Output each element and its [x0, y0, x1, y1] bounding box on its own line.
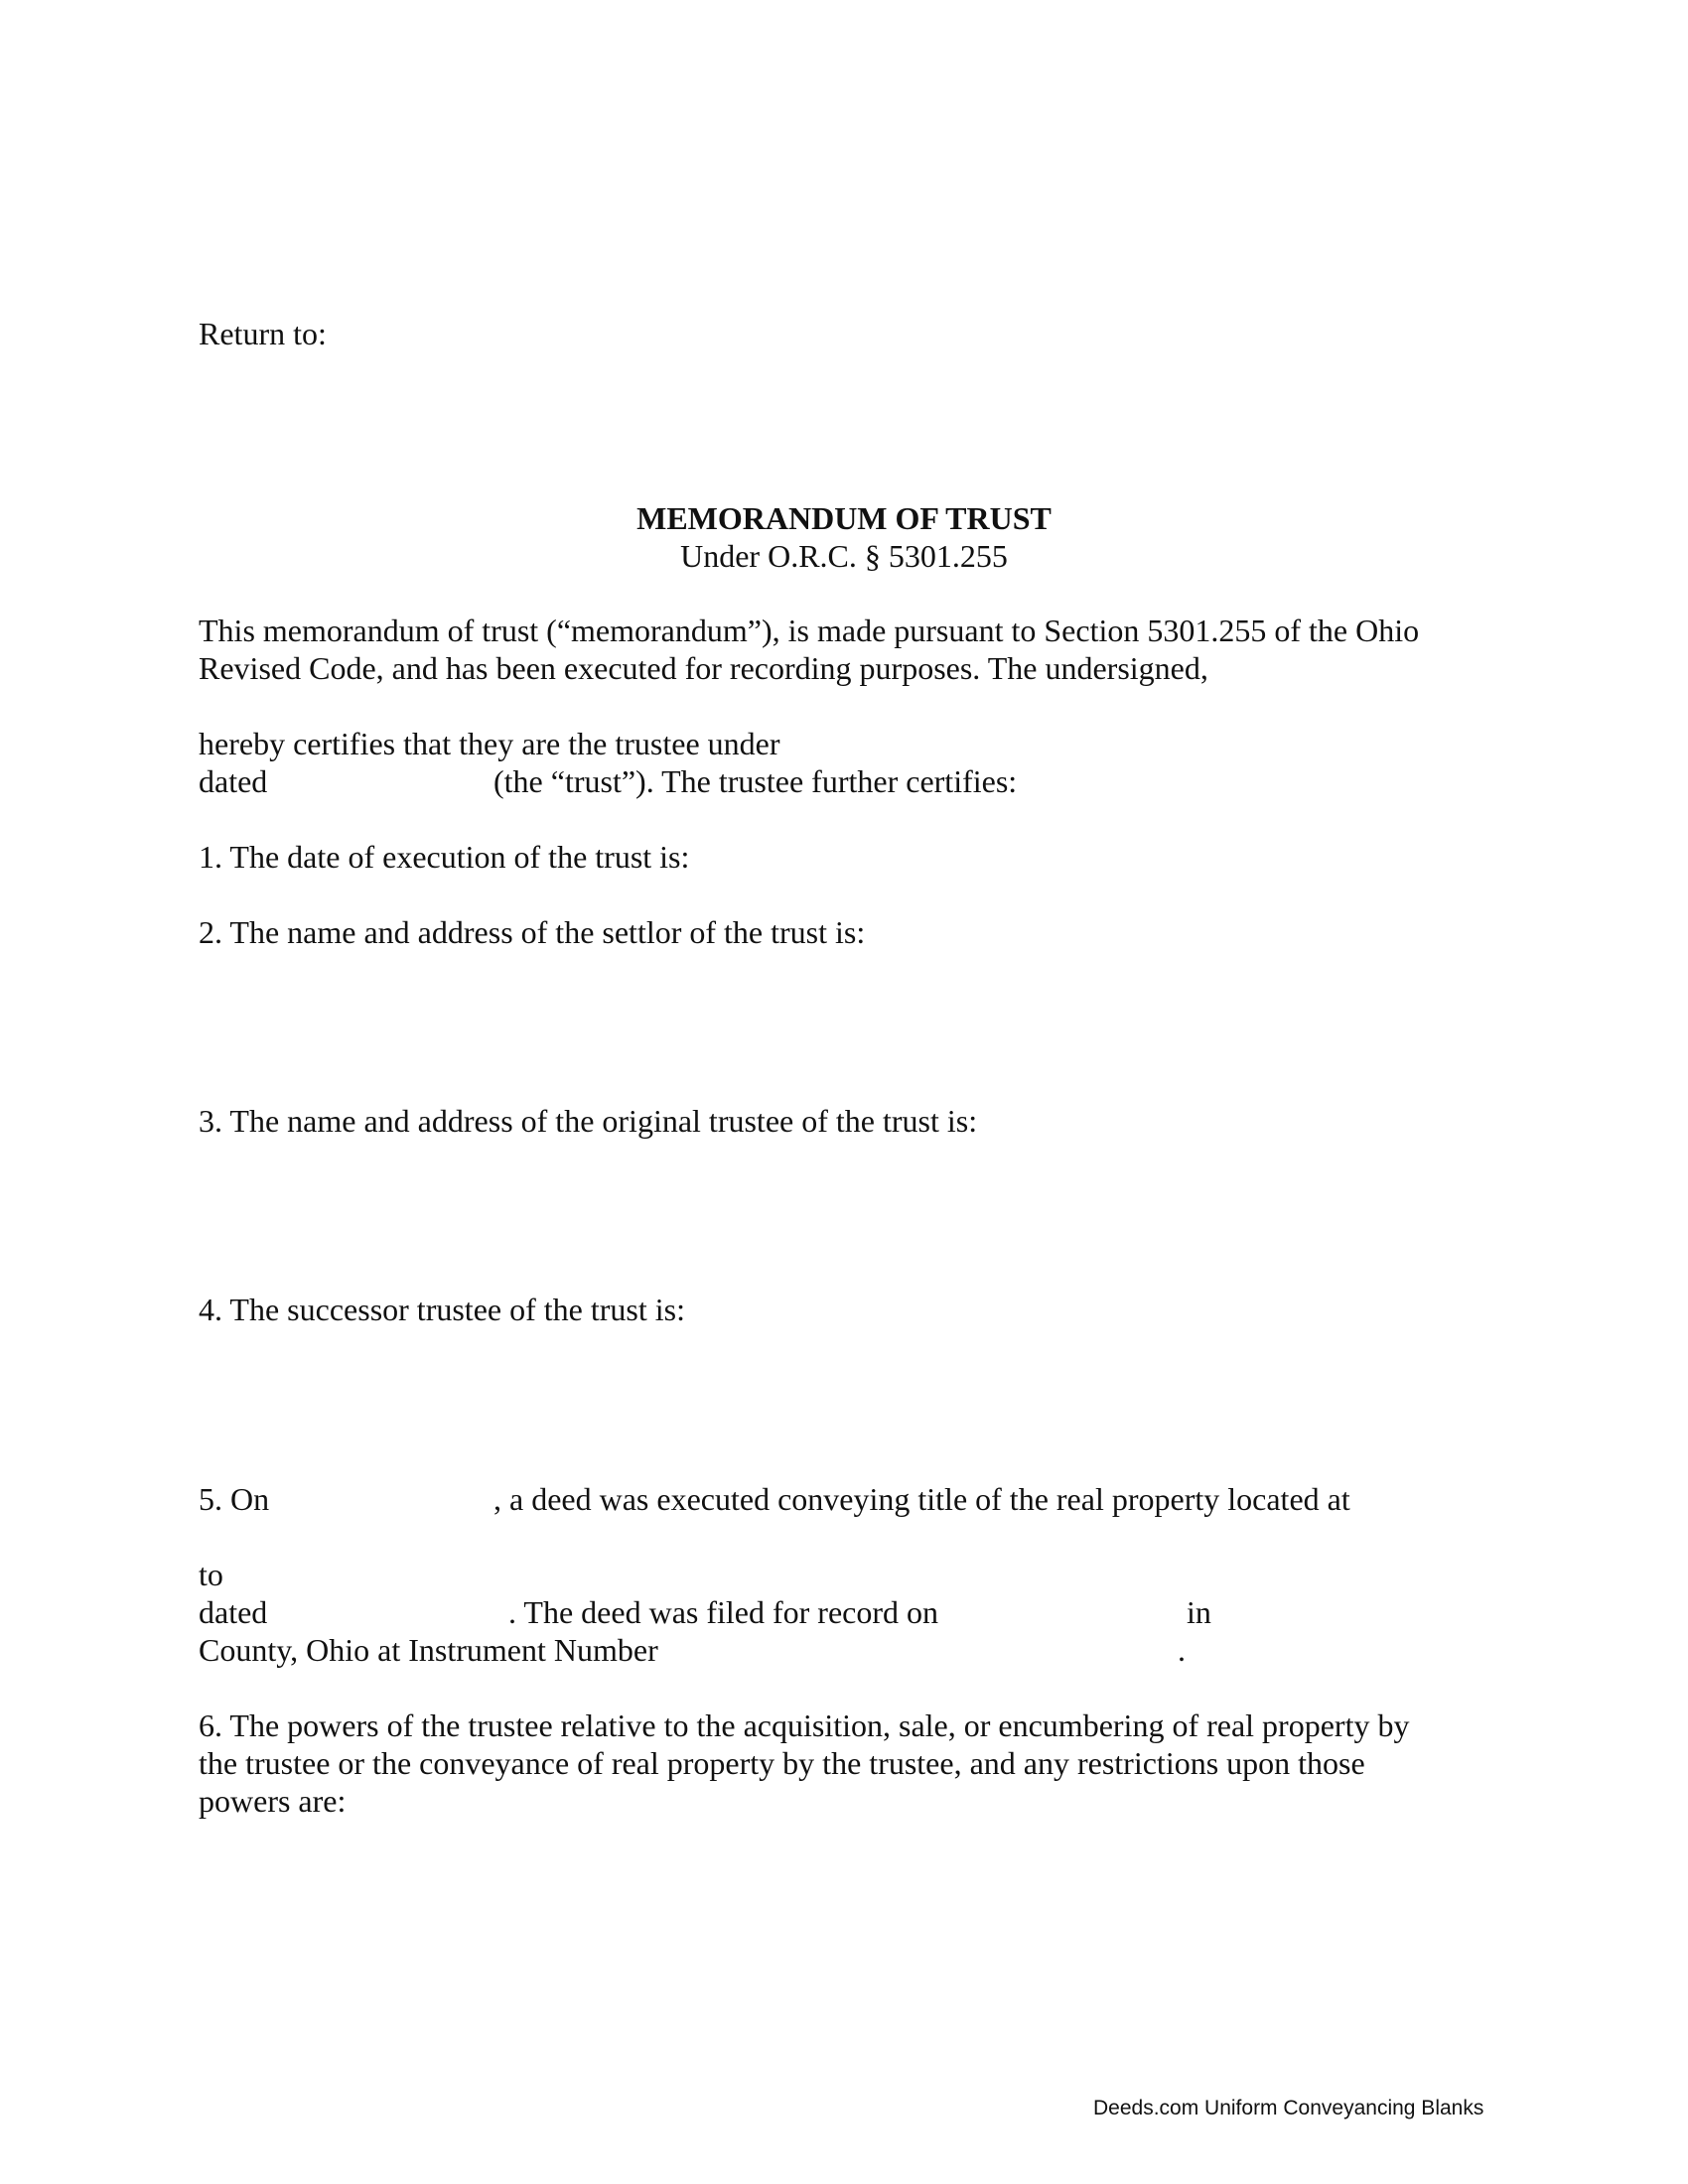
intro-line-1: This memorandum of trust (“memorandum”), is made pursuant to Section 5301.255 of the Ohio: [199, 613, 1420, 648]
item-6-line-1: 6. The powers of the trustee relative to the acquisition, sale, or encumbering of real property by: [199, 1707, 1410, 1743]
item-5-filed-phrase: . The deed was filed for record on: [508, 1594, 939, 1630]
item-5-in: in: [1187, 1594, 1211, 1630]
item-6-line-2: the trustee or the conveyance of real property by the trustee, and any restrictions upon those: [199, 1745, 1365, 1781]
certify-dated-label: dated: [199, 763, 268, 799]
item-5-dated: dated: [199, 1594, 268, 1630]
document-subtitle: Under O.R.C. § 5301.255: [680, 538, 1008, 574]
item-3: 3. The name and address of the original trustee of the trust is:: [199, 1103, 978, 1139]
footer-text: Deeds.com Uniform Conveyancing Blanks: [1093, 2097, 1484, 2119]
document-title: MEMORANDUM OF TRUST: [636, 500, 1052, 536]
item-4: 4. The successor trustee of the trust is:: [199, 1292, 685, 1327]
item-5-to: to: [199, 1557, 223, 1592]
item-2: 2. The name and address of the settlor of the trust is:: [199, 914, 866, 950]
item-1: 1. The date of execution of the trust is:: [199, 839, 690, 875]
intro-line-2: Revised Code, and has been executed for recording purposes. The undersigned,: [199, 650, 1208, 686]
item-6-line-3: powers are:: [199, 1783, 347, 1819]
item-5-period: .: [1178, 1632, 1186, 1668]
return-to-label: Return to:: [199, 316, 327, 351]
certify-line-1: hereby certifies that they are the trustee under: [199, 726, 780, 761]
item-5-county-phrase: County, Ohio at Instrument Number: [199, 1632, 658, 1668]
item-5-deed-phrase: , a deed was executed conveying title of the real property located at: [493, 1481, 1350, 1517]
item-5-on: 5. On: [199, 1481, 270, 1517]
certify-trust-phrase: (the “trust”). The trustee further certifies:: [493, 763, 1018, 799]
